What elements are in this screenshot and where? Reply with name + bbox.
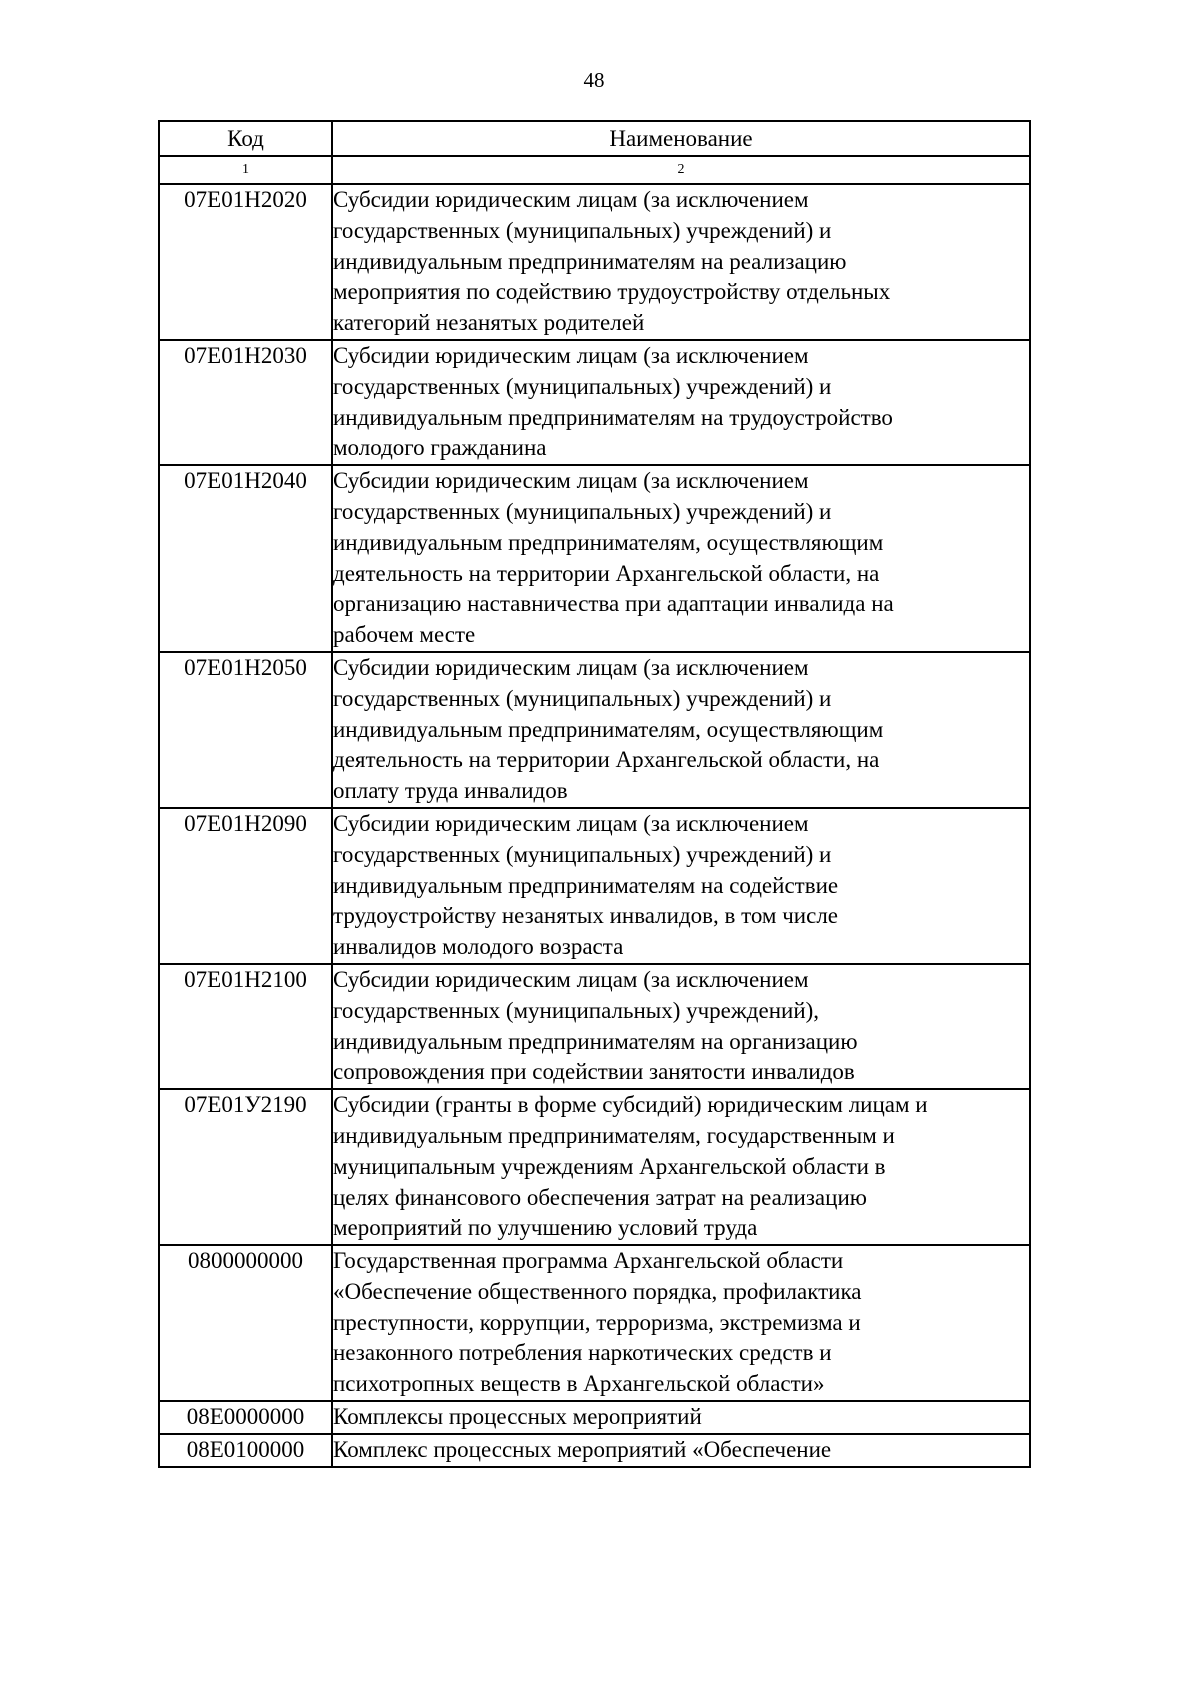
row-name: [332, 1245, 1030, 1401]
row-name-line: молодого гражданина: [333, 435, 547, 461]
row-name-line: оплату труда инвалидов: [333, 778, 568, 804]
budget-code-table: [158, 120, 1031, 1468]
row-name-line: «Обеспечение общественного порядка, профилактика: [333, 1278, 862, 1304]
row-name-line: психотропных веществ в Архангельской области»: [333, 1371, 825, 1397]
row-name: [332, 808, 1030, 964]
column-header-name: Наименование: [332, 121, 1030, 156]
row-name-line: Субсидии (гранты в форме субсидий) юридическим лицам и: [333, 1092, 928, 1118]
row-name-line: рабочем месте: [333, 622, 476, 648]
row-code: 07Е01Н2090: [159, 808, 332, 964]
row-name-line: муниципальным учреждениям Архангельской области в: [333, 1153, 886, 1179]
table-row: [159, 340, 1030, 465]
row-name: [332, 1089, 1030, 1245]
table-row: [159, 964, 1030, 1089]
row-name-line: сопровождения при содействии занятости инвалидов: [333, 1059, 855, 1085]
row-name-line: государственных (муниципальных) учреждений),: [333, 997, 820, 1023]
row-name-line: индивидуальным предпринимателям на содействие: [333, 872, 839, 898]
row-name-line: индивидуальным предпринимателям на реализацию: [333, 248, 847, 274]
row-name: [332, 964, 1030, 1089]
row-name-line: индивидуальным предпринимателям на организацию: [333, 1028, 858, 1054]
row-name-line: Субсидии юридическим лицам (за исключением: [333, 342, 809, 368]
row-name-line: Субсидии юридическим лицам (за исключением: [333, 187, 809, 212]
table-row: [159, 1434, 1030, 1467]
row-code: 0800000000: [159, 1245, 332, 1401]
row-name-line: государственных (муниципальных) учреждений) и: [333, 498, 832, 524]
table-row: [159, 184, 1030, 340]
row-name-line: Субсидии юридическим лицам (за исключением: [333, 966, 809, 992]
row-name-line: индивидуальным предпринимателям, осуществляющим: [333, 716, 884, 742]
row-name-line: Комплекс процессных мероприятий «Обеспечение: [333, 1436, 832, 1462]
row-name-line: государственных (муниципальных) учреждений) и: [333, 373, 832, 399]
row-name: [332, 184, 1030, 340]
column-number-code: 1: [159, 156, 332, 184]
column-header-code: Код: [159, 121, 332, 156]
row-name-line: индивидуальным предпринимателям, государственным и: [333, 1122, 895, 1148]
row-name-line: деятельность на территории Архангельской области, на: [333, 747, 880, 773]
row-name-line: Субсидии юридическим лицам (за исключением: [333, 468, 809, 494]
row-code: 07Е01Н2100: [159, 964, 332, 1089]
page-number: 48: [583, 68, 605, 92]
row-code: 08Е0000000: [159, 1401, 332, 1434]
table-row: [159, 808, 1030, 964]
row-name: [332, 1434, 1030, 1467]
row-name-line: незаконного потребления наркотических средств и: [333, 1340, 832, 1366]
row-name-line: деятельность на территории Архангельской области, на: [333, 560, 880, 586]
table-header-row: [159, 121, 1030, 156]
row-code: 07Е01Н2030: [159, 340, 332, 465]
row-name-line: Субсидии юридическим лицам (за исключением: [333, 810, 809, 836]
row-name-line: мероприятия по содействию трудоустройству отдельных: [333, 279, 891, 305]
row-name-line: категорий незанятых родителей: [333, 310, 645, 336]
row-code: 07Е01Н2050: [159, 652, 332, 808]
row-name-line: целях финансового обеспечения затрат на реализацию: [333, 1184, 867, 1210]
row-name-line: Комплексы процессных мероприятий: [333, 1404, 702, 1430]
row-name: [332, 340, 1030, 465]
table-row: [159, 465, 1030, 652]
row-name-line: преступности, коррупции, терроризма, экстремизма и: [333, 1309, 861, 1335]
row-name-line: Государственная программа Архангельской области: [333, 1248, 844, 1274]
row-name-line: государственных (муниципальных) учреждений) и: [333, 841, 832, 867]
table-row: [159, 1401, 1030, 1434]
row-code: 08Е0100000: [159, 1434, 332, 1467]
row-name-line: мероприятий по улучшению условий труда: [333, 1215, 758, 1241]
row-name-line: индивидуальным предпринимателям, осуществляющим: [333, 529, 884, 555]
row-code: 07Е01У2190: [159, 1089, 332, 1245]
row-name-line: Субсидии юридическим лицам (за исключением: [333, 654, 809, 680]
row-name-line: индивидуальным предпринимателям на трудоустройство: [333, 404, 893, 430]
row-name: [332, 465, 1030, 652]
table-row: [159, 1089, 1030, 1245]
table-row: [159, 652, 1030, 808]
row-name-line: организацию наставничества при адаптации инвалида на: [333, 591, 894, 617]
row-code: 07Е01Н2020: [159, 184, 332, 340]
column-number-row: [159, 156, 1030, 184]
table-row: [159, 1245, 1030, 1401]
row-name-line: инвалидов молодого возраста: [333, 934, 624, 960]
row-name: [332, 1401, 1030, 1434]
row-name: [332, 652, 1030, 808]
column-number-name: 2: [332, 156, 1030, 184]
row-name-line: государственных (муниципальных) учреждений) и: [333, 217, 832, 243]
row-name-line: государственных (муниципальных) учреждений) и: [333, 685, 832, 711]
row-name-line: трудоустройству незанятых инвалидов, в том числе: [333, 903, 839, 929]
row-code: 07Е01Н2040: [159, 465, 332, 652]
